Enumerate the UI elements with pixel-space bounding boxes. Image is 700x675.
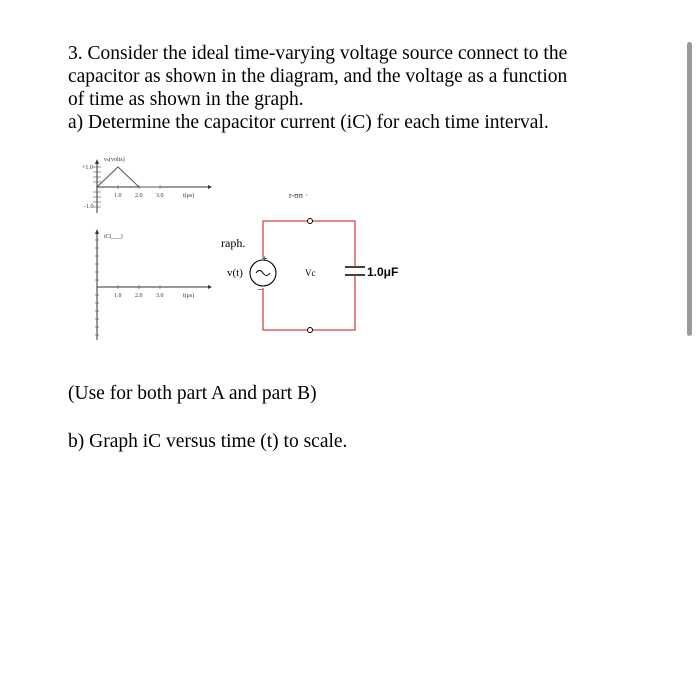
- question-line: of time as shown in the graph.: [68, 89, 304, 110]
- capacitor-value: 1.0μF: [367, 265, 399, 279]
- source-plus: +: [262, 254, 268, 265]
- current-x-arrow: [208, 285, 212, 289]
- voltage-ylabel: vₛ(volts): [104, 157, 125, 163]
- voltage-xlabel: t(μs): [183, 193, 195, 199]
- node-top: [308, 219, 313, 224]
- voltage-x-arrow: [208, 185, 212, 189]
- wire-bottom: [263, 285, 355, 330]
- circuit-diagram: [221, 191, 398, 333]
- current-tick-label: 1.0: [114, 293, 122, 299]
- voltage-y-arrow: [95, 159, 99, 164]
- current-xlabel: t(μs): [183, 293, 195, 299]
- voltage-tick-label: 3.0: [156, 193, 164, 199]
- note-text: (Use for both part A and part B): [68, 383, 317, 404]
- current-y-arrow: [95, 229, 99, 234]
- wire-left: [263, 221, 355, 258]
- source-label: v(t): [227, 267, 243, 279]
- part-b-text: b) Graph iC versus time (t) to scale.: [68, 431, 348, 452]
- voltage-tick-label: 2.0: [135, 193, 143, 199]
- node-bottom: [308, 328, 313, 333]
- question-line: capacitor as shown in the diagram, and the voltage as a function: [68, 66, 568, 87]
- current-tick-label: 2.0: [135, 293, 143, 299]
- partial-text: raph.: [221, 236, 246, 250]
- top-garbled-text: r-ʊʊ ·: [289, 191, 308, 200]
- voltage-ymax-label: +1.0: [82, 165, 93, 171]
- scrollbar[interactable]: [687, 42, 692, 336]
- current-graph: [95, 229, 212, 340]
- current-tick-label: 3.0: [156, 293, 164, 299]
- voltage-ymin-label: -1.0: [84, 204, 94, 210]
- question-line: 3. Consider the ideal time-varying voltage source connect to the: [68, 43, 568, 64]
- vc-label: Vc: [305, 268, 316, 278]
- voltage-tick-label: 1.0: [114, 193, 122, 199]
- question-line-part-a: a) Determine the capacitor current (iC) for each time interval.: [68, 112, 549, 133]
- source-minus: −: [257, 285, 263, 296]
- voltage-trace: [97, 167, 160, 187]
- voltage-graph: [82, 156, 212, 213]
- current-ylabel: iC(___): [104, 234, 123, 240]
